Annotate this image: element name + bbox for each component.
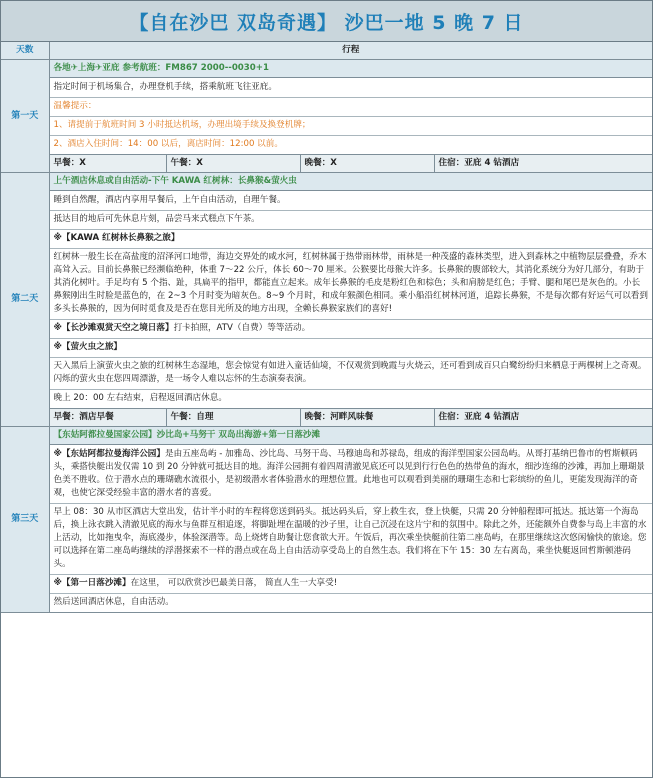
day2-hotel: 住宿：亚庇 4 钻酒店 xyxy=(434,409,652,427)
day2-content-row xyxy=(1,191,652,409)
divider xyxy=(50,135,653,136)
itinerary-column-header: 行程 xyxy=(49,42,652,60)
divider xyxy=(50,210,653,211)
day2-route: 上午酒店休息或自由活动-下午 KAWA 红树林：长鼻猴&萤火虫 xyxy=(49,173,652,191)
day1-hotel: 住宿：亚庇 4 钻酒店 xyxy=(434,155,652,173)
divider xyxy=(50,319,653,320)
day1-tips-title: 温馨提示： xyxy=(53,101,97,111)
day3-route: 【东姑阿都拉曼国家公园】沙比岛+马努干 双岛出海游+第一日落沙滩 xyxy=(49,427,652,445)
divider xyxy=(50,593,653,594)
day3-paragraph-end: 然后送回酒店休息，自由活动。 xyxy=(53,597,174,607)
day1-tip-1: 1、请提前于航班时间 3 小时抵达机场，办理出境手续及换登机牌； xyxy=(53,120,311,130)
day3-park-text: 是由五座岛屿 - 加雅岛、沙比岛、马努干岛、马穆迪岛和苏禄岛，组成的海洋型国家公园岛屿。从哥打基纳巴鲁市的哲斯顿码头，乘搭快艇出发仅需 10 到 20 分钟就可抵达目的地。海洋公园拥有着四周清澈见底还可以见到行行色色的热带鱼的海水，细沙连绵的沙滩，再加上珊瑚景色美不胜收。位于潜水点的珊瑚礁水流很小，是初级潜水者体验潜水的理想位置。此地也可以观看到美丽的珊瑚生态和七彩缤纷的鱼儿，更能发现海洋的奇观，也使它深受经验丰富的潜水者的喜爱。 xyxy=(53,449,645,498)
day-column-header: 天数 xyxy=(1,42,49,60)
day2-heading-kawa: ※【KAWA 红树林长鼻猴之旅】 xyxy=(53,233,180,243)
day2-paragraph: 睡到自然醒，酒店内享用早餐后，上午自由活动，自理午餐。 xyxy=(53,195,286,205)
divider xyxy=(50,116,653,117)
day1-breakfast: 早餐：X xyxy=(49,155,166,173)
day2-meal-row xyxy=(1,409,652,427)
day2-heading-firefly: ※【萤火虫之旅】 xyxy=(53,342,123,352)
day2-label: 第二天 xyxy=(1,173,49,427)
day2-paragraph-end: 晚上 20：00 左右结束，启程返回酒店休息。 xyxy=(53,393,227,403)
day3-sunset-line xyxy=(54,577,649,590)
day2-paragraph-mangrove: 红树林一般生长在高盐度的沼泽河口地带，海边交界处的咸水河，红树林属于热带雨林带，雨林是一种茂盛的森林类型，进入到森林之中植物层层叠叠，乔木高耸入云。目前长鼻猴已经濒临绝种，体重 7～22 公斤，体长 60～70 厘米。公猴要比母猴大许多。长鼻猴的腹部较大，其消化系统分为好几部分，有助于其消化树叶。手足均有 5 个指、趾，具扁平的指甲，都能直立起来。成年长鼻猴的毛皮是粉红色和棕色；头和肩膀是红色；手臂、腿和尾巴是灰色的。小长鼻猴刚出生时脸是蓝色的，在 2~3 个月时变为暗灰色。8~9 个月时，和成年猴颜色相同。乘小船沿红树林河道，追踪长鼻猴，不是每次都有好运气可以看到多头长鼻猴的，因为何时觅食及是否在您目光所及的地方出现，全赖长鼻猴家族们的喜好! xyxy=(53,252,648,314)
day2-sunset-text: 打卡拍照，ATV（自费）等等活动。 xyxy=(173,323,311,333)
day1-tip-2: 2、酒店入住时间：14：00 以后，离店时间：12:00 以前。 xyxy=(53,139,283,149)
day3-heading-sunset: ※【第一日落沙滩】 xyxy=(53,578,131,588)
day2-dinner: 晚餐：河畔风味餐 xyxy=(300,409,434,427)
day2-breakfast: 早餐：酒店早餐 xyxy=(49,409,166,427)
day1-meal-row xyxy=(1,155,652,173)
day3-content-row xyxy=(1,445,652,613)
day1-label: 第一天 xyxy=(1,60,49,173)
day1-content-row xyxy=(1,78,652,155)
day2-sunset-line xyxy=(54,322,649,335)
day3-heading-park: ※【东姑阿都拉曼海洋公园】 xyxy=(53,449,165,459)
day3-content xyxy=(49,445,652,613)
day1-content xyxy=(49,78,652,155)
day2-route-row xyxy=(1,173,652,191)
day1-route-row xyxy=(1,60,652,78)
day3-label: 第三天 xyxy=(1,427,49,613)
day2-heading-sunset: ※【长沙滩观赏天空之境日落】 xyxy=(53,323,174,333)
divider xyxy=(50,229,653,230)
divider xyxy=(50,248,653,249)
divider xyxy=(50,357,653,358)
divider xyxy=(50,574,653,575)
day2-paragraph: 抵达目的地后可先休息片刻，品尝马来式糕点下午茶。 xyxy=(53,214,260,224)
itinerary-table xyxy=(1,42,652,613)
day1-line: 指定时间于机场集合，办理登机手续，搭乘航班飞往亚庇。 xyxy=(53,82,277,92)
day1-lunch: 午餐：X xyxy=(166,155,300,173)
day3-park-paragraph xyxy=(54,448,649,500)
day1-dinner: 晚餐：X xyxy=(300,155,434,173)
divider xyxy=(50,338,653,339)
divider xyxy=(50,389,653,390)
day3-sunset-text: 在这里， 可以欣赏沙巴最美日落， 简直人生一大享受! xyxy=(130,578,338,588)
table-header xyxy=(1,42,652,60)
day3-paragraph-schedule: 早上 08：30 从市区酒店大堂出发，估计半小时的车程将您送到码头。抵达码头后，穿上救生衣，登上快艇，只需 20 分钟船程即可抵达。抵达第一个海岛后，换上泳衣跳入清澈见底的海水与鱼群互相追逐，将脚趾埋在温暖的沙子里，让自己沉浸在这片宁和的氛围中。除此之外，还能额外自费参与岛上丰富的水上活动，比如拖曳伞，海底漫步，体验深潜等。岛上烧烤自助餐让您食欲大开。午饭后，再次乘坐快艇前往第二座岛屿，在那里继续这次悠闲愉快的旅途。您可以选择在第二座岛屿继续的浮潜探索不一样的潜点或在岛上自由活动享受岛上的自然生态。我们将在下午 15：30 左右离岛，乘坐快艇返回哲斯顿港码头。 xyxy=(53,507,647,569)
day2-content xyxy=(49,191,652,409)
page-title: 【自在沙巴 双岛奇遇】 沙巴一地 5 晚 7 日 xyxy=(1,1,652,42)
divider xyxy=(50,503,653,504)
day2-paragraph-firefly: 天入黑后上演萤火虫之旅的红树林生态湿地，您会惊觉有如进入童话仙境，不仅观赏到晚霞与火烧云，还可看到成百只白鹭纷纷归来栖息于两棵树上之奇观。闪烁的萤火虫在您四周漂游，是一场令人难以忘怀的生态演奏表演。 xyxy=(53,361,647,384)
day2-lunch: 午餐：自理 xyxy=(166,409,300,427)
day3-route-row xyxy=(1,427,652,445)
day1-route: 各地✈上海✈亚庇 参考航班：FM867 2000--0030+1 xyxy=(49,60,652,78)
divider xyxy=(50,97,653,98)
